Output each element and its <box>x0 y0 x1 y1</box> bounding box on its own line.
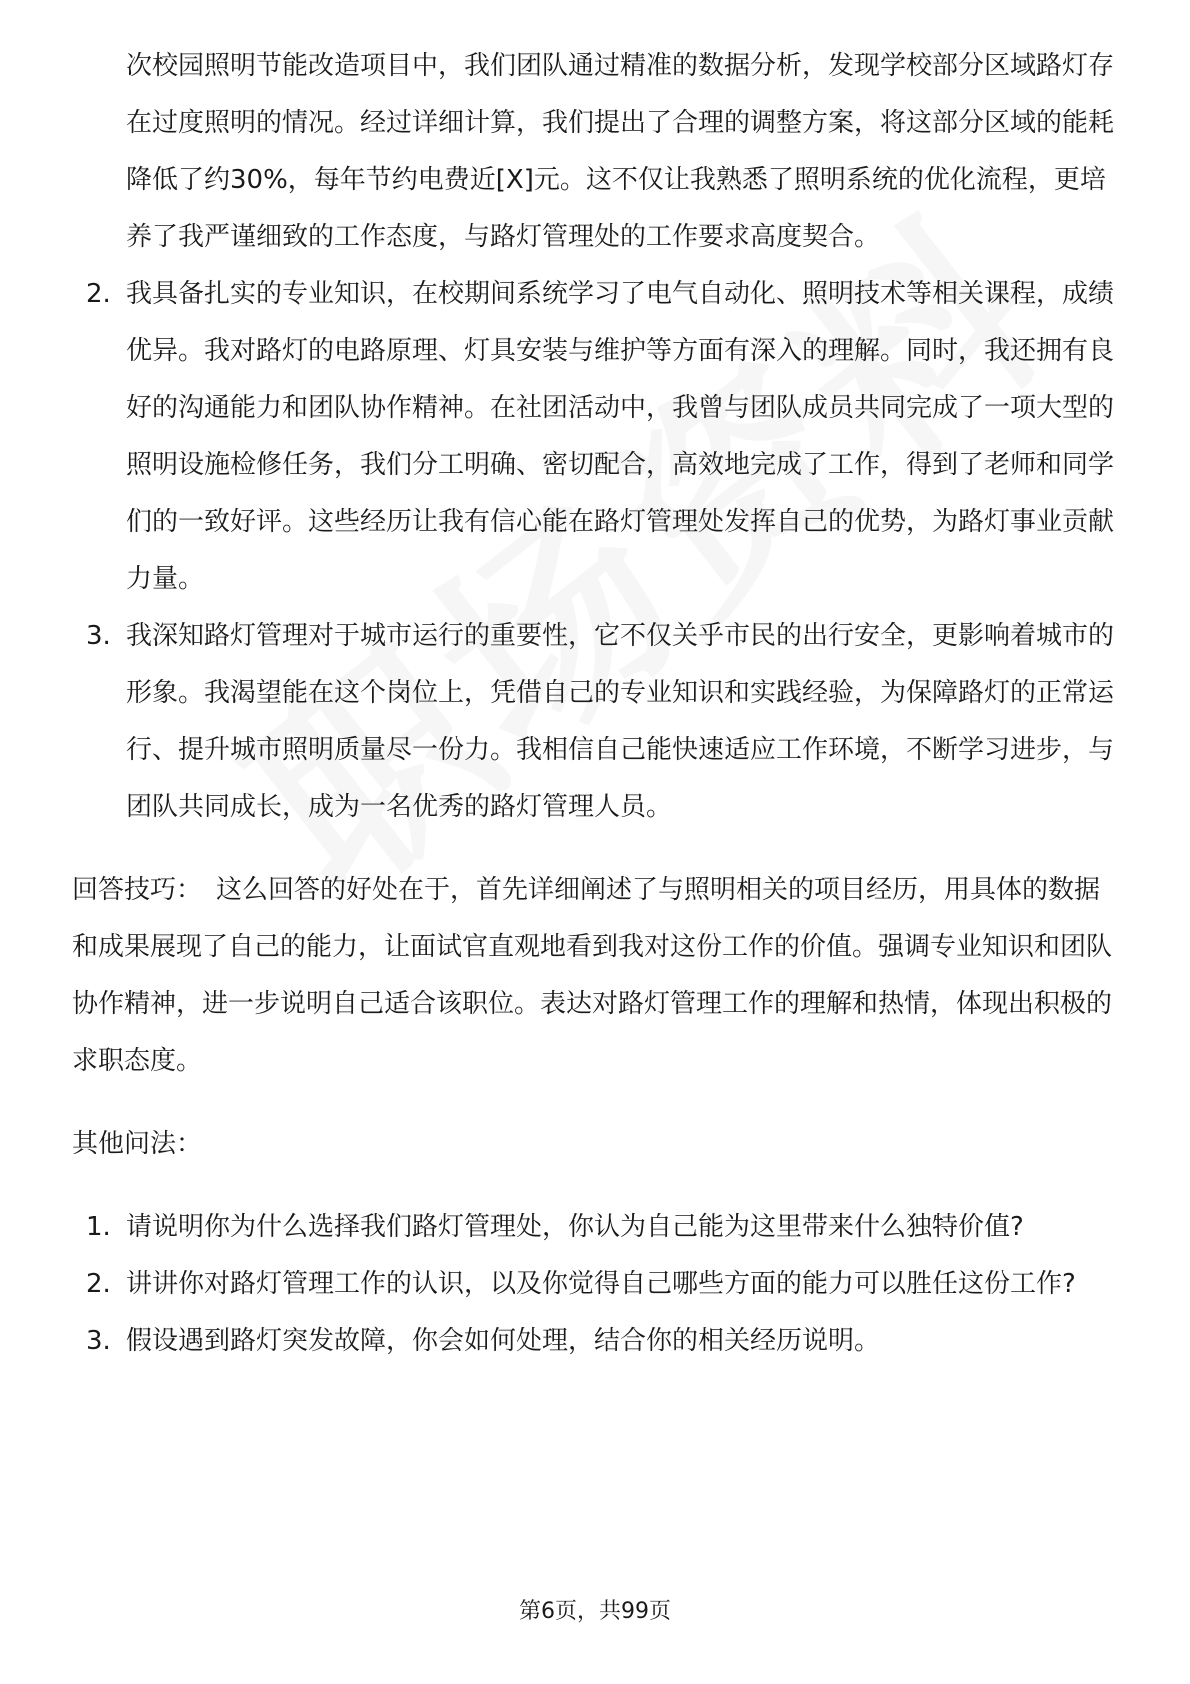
page-footer: 第6页，共99页 <box>519 1599 671 1624</box>
other-question-2 <box>72 1256 1122 1313</box>
answer-item-3 <box>72 608 1122 836</box>
other-questions-title: 其他问法： <box>72 1129 203 1159</box>
answer-tips-text: 这么回答的好处在于，首先详细阐述了与照明相关的项目经历，用具体的数据和成果展现了自己的能力，让面试官直观地看到我对这份工作的价值。强调专业知识和团队协作精神，进一步说明自己适合该职位。表达对路灯管理工作的理解和热情，体现出积极的求职态度。 <box>72 875 1113 1076</box>
answer-item-2-number: 2. <box>86 279 111 309</box>
other-question-2-number: 2. <box>86 1269 111 1299</box>
other-question-1-number: 1. <box>86 1212 111 1242</box>
answer-item-2-text: 我具备扎实的专业知识，在校期间系统学习了电气自动化、照明技术等相关课程，成绩优异。我对路灯的电路原理、灯具安装与维护等方面有深入的理解。同时，我还拥有良好的沟通能力和团队协作精神。在社团活动中，我曾与团队成员共同完成了一项大型的照明设施检修任务，我们分工明确、密切配合，高效地完成了工作，得到了老师和同学们的一致好评。这些经历让我有信心能在路灯管理处发挥自己的优势，为路灯事业贡献力量。 <box>126 279 1115 594</box>
other-question-3-number: 3. <box>86 1326 111 1356</box>
other-question-1 <box>72 1199 1122 1256</box>
other-question-3-text: 假设遇到路灯突发故障，你会如何处理，结合你的相关经历说明。 <box>126 1326 881 1356</box>
answer-item-1-continued <box>72 38 1122 266</box>
answer-item-1-text: 次校园照明节能改造项目中，我们团队通过精准的数据分析，发现学校部分区域路灯存在过度照明的情况。经过详细计算，我们提出了合理的调整方案，将这部分区域的能耗降低了约30%，每年节约电费近[X]元。这不仅让我熟悉了照明系统的优化流程，更培养了我严谨细致的工作态度，与路灯管理处的工作要求高度契合。 <box>126 51 1115 252</box>
other-question-1-text: 请说明你为什么选择我们路灯管理处，你认为自己能为这里带来什么独特价值? <box>126 1212 1024 1242</box>
answer-tips <box>72 862 1122 1090</box>
answer-item-2 <box>72 266 1122 608</box>
answer-item-3-text: 我深知路灯管理对于城市运行的重要性，它不仅关乎市民的出行安全，更影响着城市的形象。我渴望能在这个岗位上，凭借自己的专业知识和实践经验，为保障路灯的正常运行、提升城市照明质量尽一份力。我相信自己能快速适应工作环境，不断学习进步，与团队共同成长，成为一名优秀的路灯管理人员。 <box>126 621 1115 822</box>
page-content <box>72 38 1122 1370</box>
other-question-2-text: 讲讲你对路灯管理工作的认识，以及你觉得自己哪些方面的能力可以胜任这份工作? <box>126 1269 1076 1299</box>
answer-tips-label: 回答技巧： <box>72 875 203 905</box>
other-question-3 <box>72 1313 1122 1370</box>
answer-item-3-number: 3. <box>86 621 111 651</box>
